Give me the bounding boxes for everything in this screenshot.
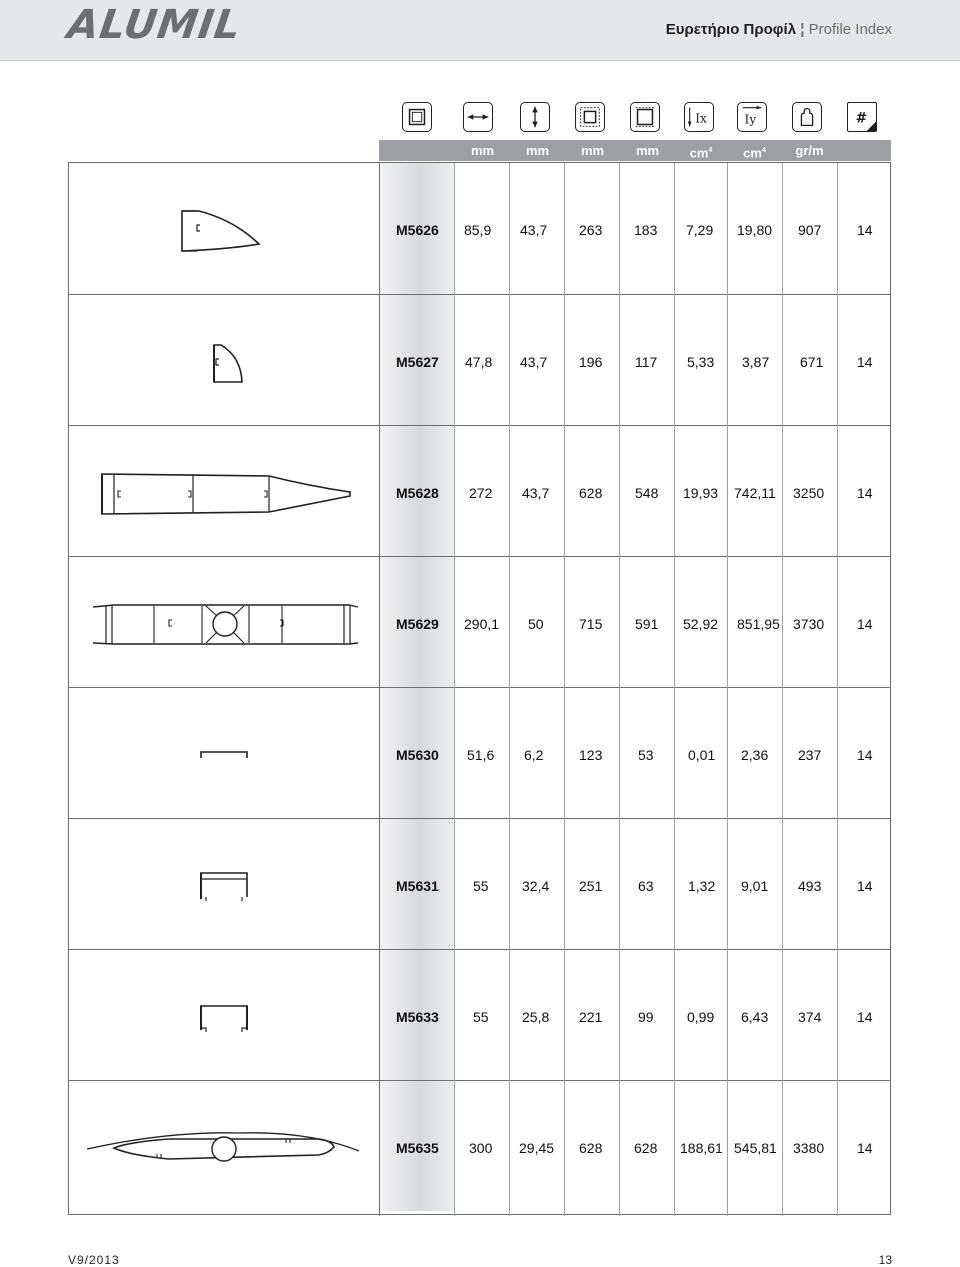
width-value: 51,6 (467, 747, 495, 763)
weight-value: 237 (798, 747, 822, 763)
inner-perimeter-value: 183 (634, 222, 658, 238)
inner-perimeter-value: 591 (635, 616, 659, 632)
inner-perimeter-icon (630, 102, 660, 132)
page-number: 13 (878, 1253, 892, 1267)
page-value: 14 (857, 485, 873, 501)
page-value: 14 (857, 747, 873, 763)
column-divider (509, 163, 510, 1216)
inner-perimeter-value: 99 (638, 1009, 654, 1025)
profile-code: M5628 (396, 485, 439, 501)
iy-label: Iy (744, 112, 757, 127)
table-row (69, 425, 890, 556)
hash-label: # (855, 110, 866, 127)
profile-outline-icon (402, 102, 432, 132)
page-value: 14 (857, 1009, 873, 1025)
weight-value: 907 (798, 222, 822, 238)
column-divider (454, 163, 455, 1216)
alumil-logo (64, 2, 260, 48)
profile-code-cell (380, 819, 454, 949)
outer-perimeter-value: 123 (579, 747, 603, 763)
unit-width: mm (470, 143, 495, 158)
weight-value: 3380 (793, 1140, 825, 1156)
unit-inner-perimeter: mm (635, 143, 660, 158)
unit-outer-perimeter: mm (580, 143, 605, 158)
profile-code-cell (380, 1081, 454, 1211)
moment-of-inertia-x-icon (684, 102, 714, 132)
inner-perimeter-value: 548 (635, 485, 659, 501)
profile-code-cell (380, 557, 454, 687)
profile-table (68, 162, 891, 1215)
iy-value: 6,43 (741, 1009, 769, 1025)
width-value: 300 (469, 1140, 493, 1156)
column-divider (564, 163, 565, 1216)
profile-code: M5630 (396, 747, 439, 763)
profile-code-cell (380, 950, 454, 1080)
profile-code-cell (380, 426, 454, 556)
ix-value: 0,01 (688, 747, 716, 763)
page-value: 14 (857, 222, 873, 238)
profile-code: M5627 (396, 354, 439, 370)
profile-code: M5626 (396, 222, 439, 238)
inner-perimeter-value: 63 (638, 878, 654, 894)
width-value: 290,1 (464, 616, 500, 632)
column-divider (727, 163, 728, 1216)
page-title (666, 21, 892, 38)
ix-value: 0,99 (687, 1009, 715, 1025)
outer-perimeter-value: 628 (579, 485, 603, 501)
title-english: Profile Index (808, 21, 892, 38)
table-row (69, 294, 890, 425)
height-value: 43,7 (520, 354, 548, 370)
iy-value: 545,81 (734, 1140, 777, 1156)
profile-code: M5629 (396, 616, 439, 632)
outer-perimeter-icon (575, 102, 605, 132)
width-dimension-icon (463, 102, 493, 132)
page-value: 14 (857, 1140, 873, 1156)
table-row (69, 687, 890, 818)
moment-of-inertia-y-icon (737, 102, 767, 132)
profile-code-cell (380, 163, 454, 294)
width-value: 272 (469, 485, 493, 501)
ix-value: 188,61 (680, 1140, 723, 1156)
width-value: 55 (473, 1009, 489, 1025)
height-value: 50 (528, 616, 544, 632)
iy-value: 851,95 (737, 616, 780, 632)
ix-value: 19,93 (683, 485, 719, 501)
iy-value: 742,11 (734, 485, 776, 501)
table-row (69, 556, 890, 687)
profile-drawing (69, 950, 379, 1080)
title-separator: ¦ (800, 21, 805, 38)
inner-perimeter-value: 53 (638, 747, 654, 763)
height-value: 29,45 (519, 1140, 555, 1156)
weight-value: 3250 (793, 485, 825, 501)
inner-perimeter-value: 628 (634, 1140, 658, 1156)
unit-weight: gr/m (795, 143, 824, 158)
height-value: 43,7 (520, 222, 548, 238)
column-divider (782, 163, 783, 1216)
table-row (69, 163, 890, 294)
outer-perimeter-value: 196 (579, 354, 603, 370)
ix-value: 7,29 (686, 222, 714, 238)
title-greek: Ευρετήριο Προφίλ (665, 21, 797, 38)
profile-code-cell (380, 688, 454, 818)
unit-height: mm (525, 143, 550, 158)
weight-value: 671 (800, 354, 824, 370)
weight-value: 3730 (793, 616, 825, 632)
column-divider (379, 163, 380, 1216)
profile-drawing (69, 295, 379, 425)
ix-label: Ix (695, 111, 707, 126)
outer-perimeter-value: 628 (579, 1140, 603, 1156)
weight-icon (792, 102, 822, 132)
column-divider (619, 163, 620, 1216)
column-divider (674, 163, 675, 1216)
logo-text: ALUMIL (64, 2, 245, 48)
unit-ix: $cm^4$ (689, 145, 713, 161)
table-row (69, 1080, 890, 1211)
catalogue-page-icon (847, 102, 877, 132)
outer-perimeter-value: 221 (579, 1009, 603, 1025)
outer-perimeter-value: 715 (579, 616, 603, 632)
table-row (69, 949, 890, 1080)
height-value: 43,7 (522, 485, 550, 501)
profile-code: M5633 (396, 1009, 439, 1025)
column-icons (400, 100, 900, 138)
width-value: 47,8 (465, 354, 493, 370)
ix-value: 1,32 (688, 878, 716, 894)
profile-drawing (69, 557, 379, 687)
profile-drawing (69, 1081, 379, 1211)
iy-value: 3,87 (742, 354, 770, 370)
iy-value: 9,01 (741, 878, 769, 894)
weight-value: 493 (798, 878, 822, 894)
weight-value: 374 (798, 1009, 822, 1025)
column-divider (837, 163, 838, 1216)
outer-perimeter-value: 251 (579, 878, 603, 894)
profile-drawing (69, 163, 379, 294)
width-value: 85,9 (464, 222, 492, 238)
page-header (0, 0, 960, 61)
height-dimension-icon (520, 102, 550, 132)
profile-code-cell (380, 295, 454, 425)
profile-code: M5631 (396, 878, 439, 894)
iy-value: 2,36 (741, 747, 769, 763)
profile-drawing (69, 819, 379, 949)
profile-code: M5635 (396, 1140, 439, 1156)
units-header (379, 140, 891, 161)
inner-perimeter-value: 117 (635, 354, 658, 370)
page-value: 14 (857, 354, 873, 370)
ix-value: 5,33 (687, 354, 715, 370)
ix-value: 52,92 (683, 616, 719, 632)
profile-drawing (69, 688, 379, 818)
height-value: 6,2 (524, 747, 544, 763)
version-label: V9/2013 (68, 1253, 120, 1267)
height-value: 25,8 (522, 1009, 550, 1025)
page-value: 14 (857, 878, 873, 894)
outer-perimeter-value: 263 (579, 222, 603, 238)
table-row (69, 818, 890, 949)
profile-drawing (69, 426, 379, 556)
iy-value: 19,80 (737, 222, 773, 238)
width-value: 55 (473, 878, 489, 894)
height-value: 32,4 (522, 878, 550, 894)
unit-iy: $cm^4$ (743, 145, 766, 161)
page-value: 14 (857, 616, 873, 632)
